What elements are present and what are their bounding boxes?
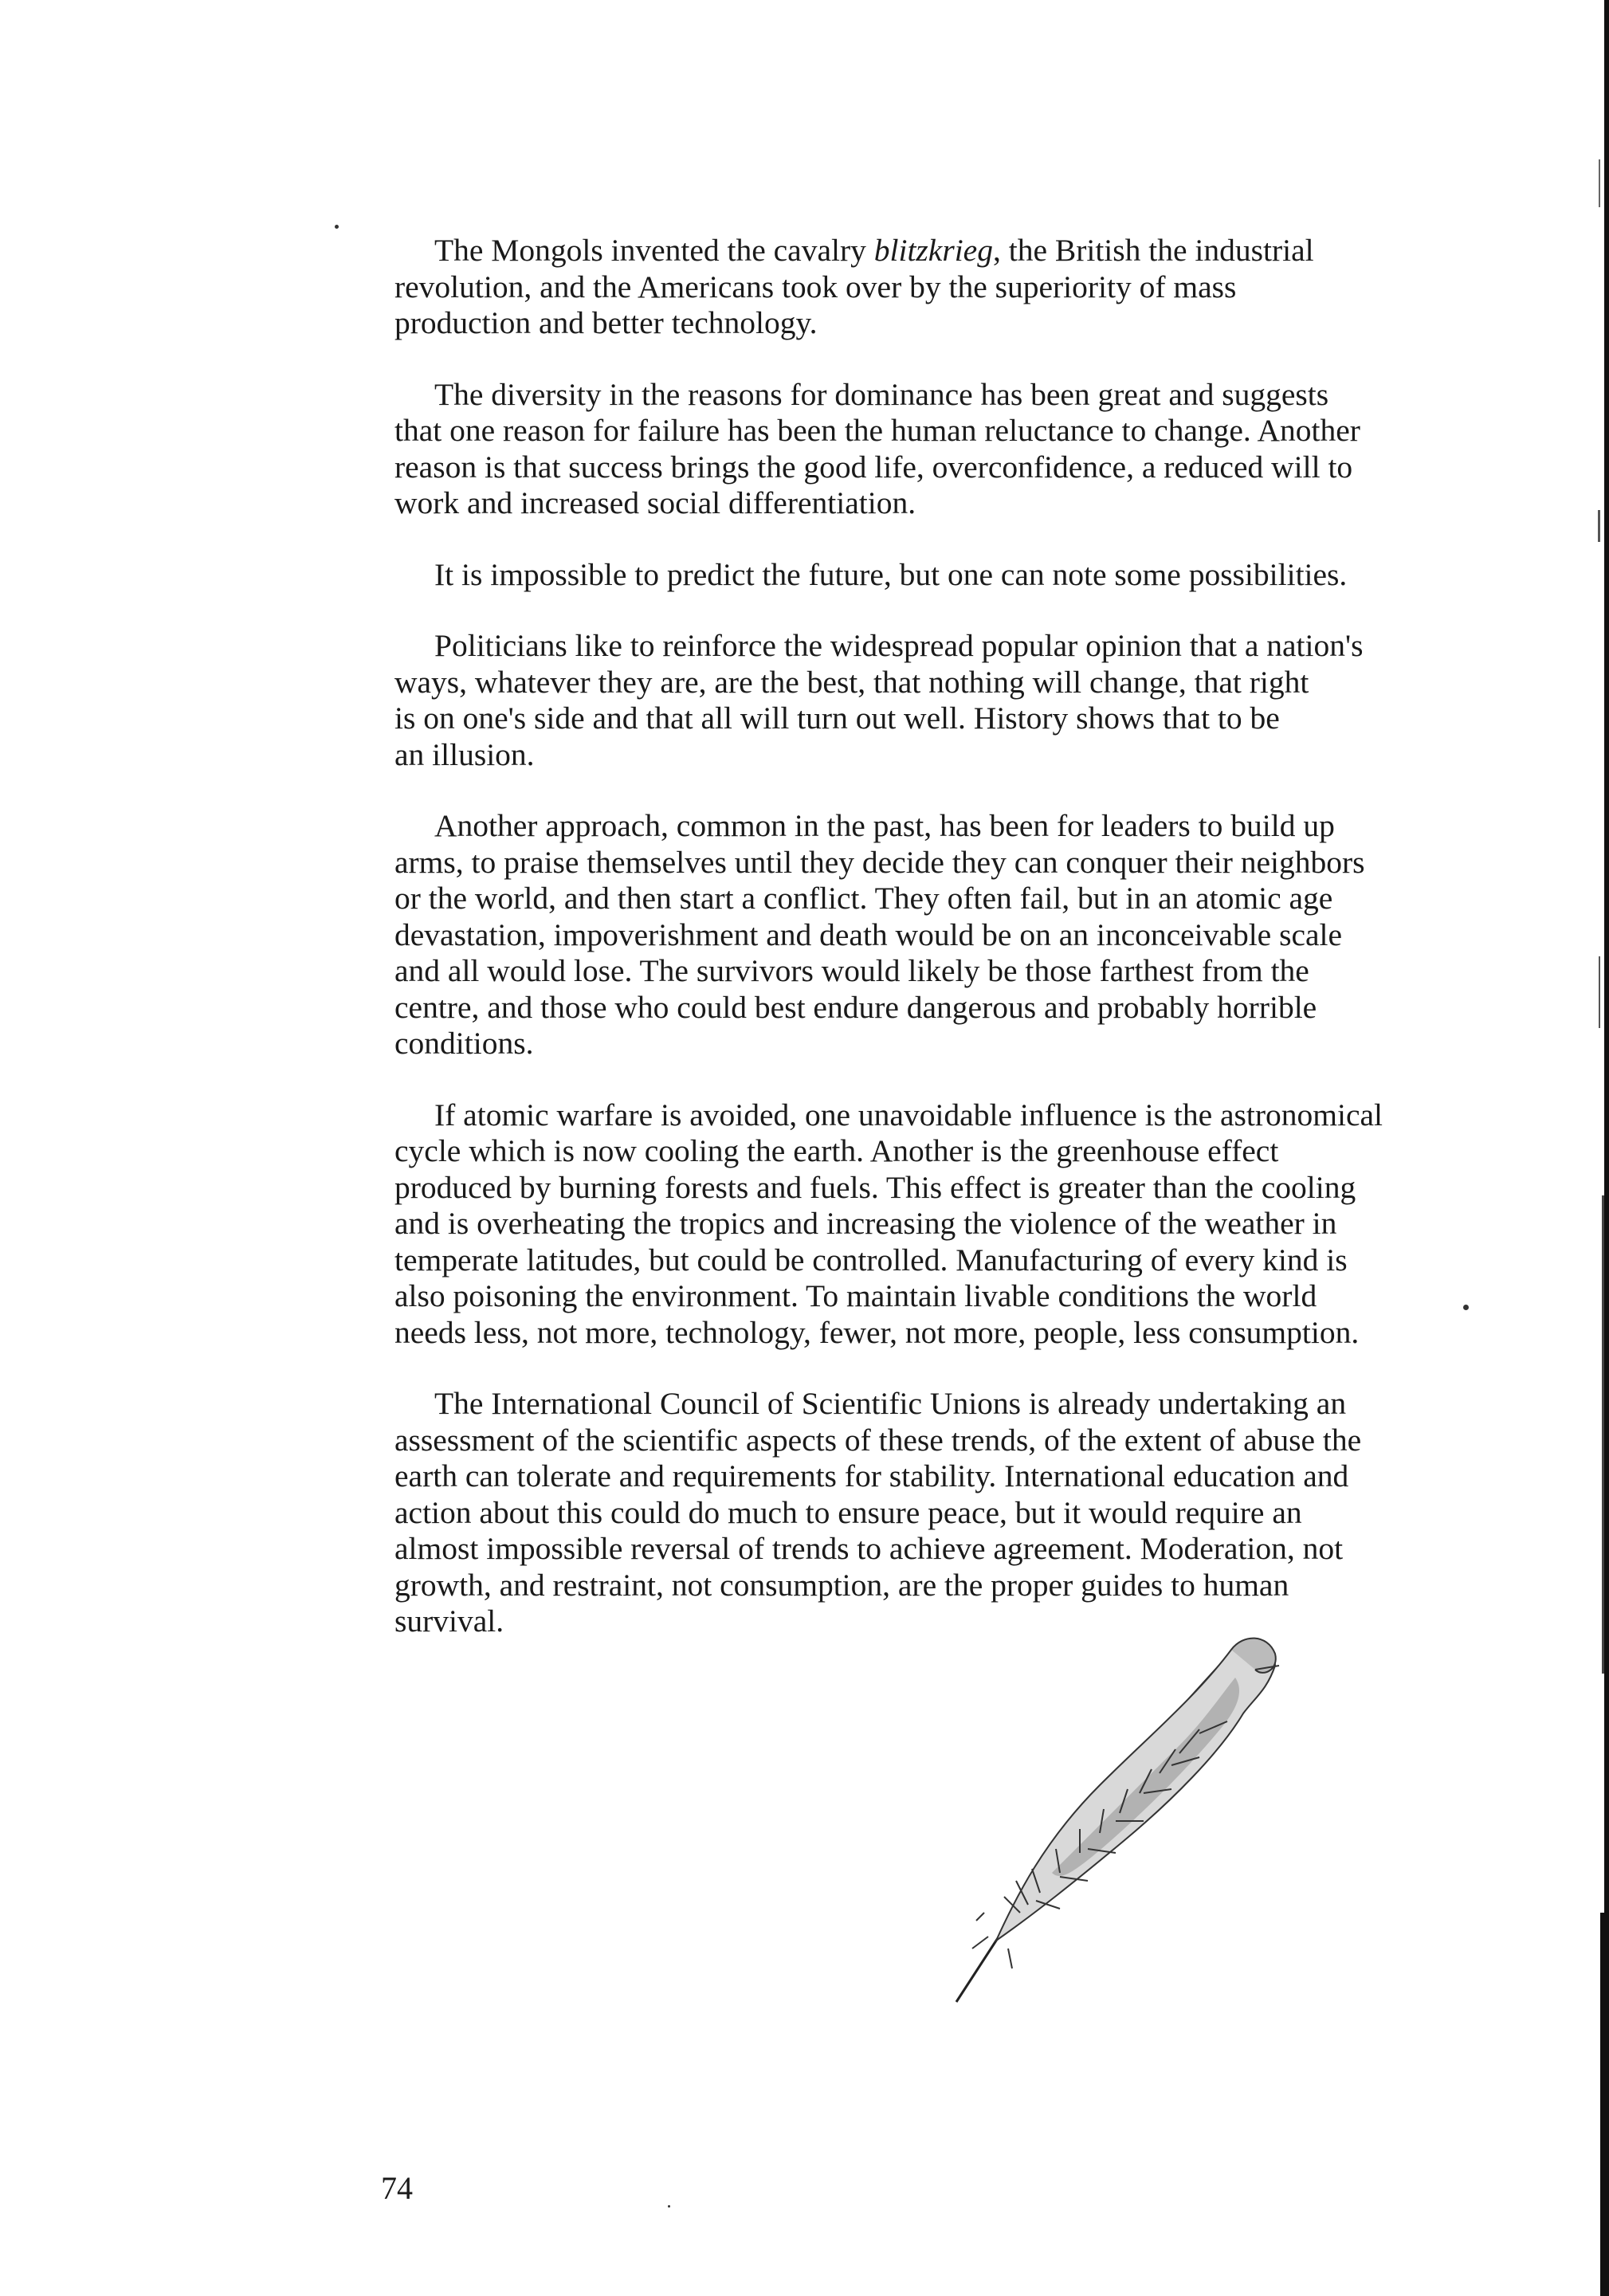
text-line: temperate latitudes, but could be controlled. Manufacturing of every kind is (394, 1242, 1348, 1278)
text-line: growth, and restraint, not consumption, are the proper guides to human (394, 1567, 1289, 1603)
text-line: The International Council of Scientific Unions is already undertaking an (434, 1386, 1347, 1421)
paragraph (394, 808, 1478, 1062)
scan-edge (1591, 0, 1609, 2296)
text-line: is on one's side and that all will turn out well. History shows that to be (394, 701, 1280, 736)
scan-speck (668, 2205, 670, 2208)
text-line: work and increased social differentiation. (394, 485, 916, 520)
text-line: Politicians like to reinforce the widespread popular opinion that a nation's (434, 628, 1364, 663)
paragraph (394, 1386, 1478, 1640)
text-line: conditions. (394, 1026, 534, 1061)
text-line: revolution, and the Americans took over by the superiority of mass (394, 269, 1237, 304)
text-line: It is impossible to predict the future, but one can note some possibilities. (434, 556, 1348, 592)
text-line: centre, and those who could best endure dangerous and probably horrible (394, 989, 1317, 1025)
paragraph (394, 557, 1478, 594)
text-line: produced by burning forests and fuels. This effect is greater than the cooling (394, 1169, 1356, 1205)
text-line: that one reason for failure has been the human reluctance to change. Another (394, 413, 1360, 448)
text-line: and all would lose. The survivors would likely be those farthest from the (394, 953, 1309, 988)
text-line: assessment of the scientific aspects of these trends, of the extent of abuse the (394, 1422, 1362, 1458)
text-line: devastation, impoverishment and death would be on an inconceivable scale (394, 916, 1343, 952)
text-line: an illusion. (394, 736, 535, 772)
scan-speck (1463, 1305, 1469, 1310)
text-line: If atomic warfare is avoided, one unavoidable influence is the astronomical (434, 1097, 1383, 1132)
text-line: production and better technology. (394, 305, 818, 340)
italic-term: blitzkrieg (873, 233, 993, 268)
paragraph (394, 233, 1478, 342)
text-line: The Mongols invented the cavalry blitzkrieg, the British the industrial (434, 233, 1314, 268)
text-line: and is overheating the tropics and increasing the violence of the weather in (394, 1206, 1337, 1241)
text-line: cycle which is now cooling the earth. Another is the greenhouse effect (394, 1133, 1279, 1168)
text-line: reason is that success brings the good life, overconfidence, a reduced will to (394, 449, 1353, 485)
paragraph (394, 628, 1478, 773)
text-line: also poisoning the environment. To maintain livable conditions the world (394, 1278, 1317, 1313)
text-line: ways, whatever they are, are the best, that nothing will change, that right (394, 664, 1309, 700)
body-text (394, 233, 1478, 1675)
text-line: needs less, not more, technology, fewer, not more, people, less consumption. (394, 1314, 1360, 1350)
page-number: 74 (381, 2170, 413, 2206)
text-line: survival. (394, 1603, 504, 1639)
text-line: almost impossible reversal of trends to achieve agreement. Moderation, not (394, 1531, 1344, 1566)
feather-quill-icon (940, 1634, 1291, 2008)
paragraph (394, 377, 1478, 522)
text-line: Another approach, common in the past, has been for leaders to build up (434, 808, 1335, 843)
paragraph (394, 1097, 1478, 1352)
scan-speck (335, 225, 339, 229)
text-line: arms, to praise themselves until they decide they can conquer their neighbors (394, 844, 1365, 880)
text-line: or the world, and then start a conflict. They often fail, but in an atomic age (394, 881, 1333, 916)
text-line: The diversity in the reasons for dominance has been great and suggests (434, 376, 1329, 412)
text-line: action about this could do much to ensure peace, but it would require an (394, 1494, 1302, 1530)
text-line: earth can tolerate and requirements for stability. International education and (394, 1458, 1349, 1493)
